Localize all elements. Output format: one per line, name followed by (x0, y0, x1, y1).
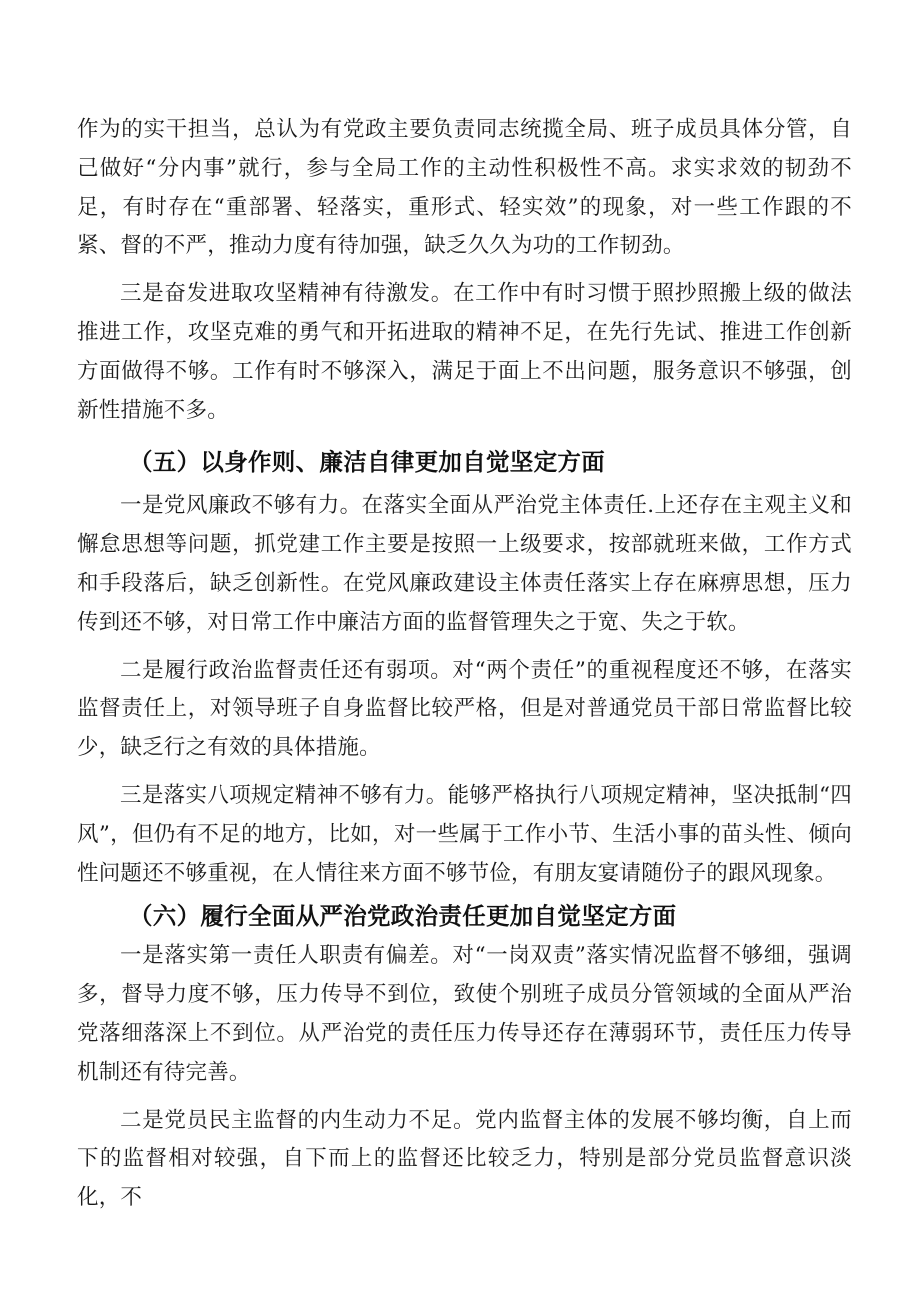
paragraph-6-1: 一是落实第一责任人职责有偏差。对“一岗双责”落实情况监督不够细，强调多，督导力度不够，压力传导不到位，致使个别班子成员分管领域的全面从严治党落细落深上不到位。从严治党的责任压力传导还存在薄弱环节，责任压力传导机制还有待完善。 (77, 943, 852, 1085)
section-heading-6: （六）履行全面从严治党政治责任更加自觉坚定方面 (129, 902, 677, 931)
paragraph-5-3: 三是落实八项规定精神不够有力。能够严格执行八项规定精神，坚决抵制“四风”，但仍有不足的地方，比如，对一些属于工作小节、生活小事的苗头性、倾向性问题还不够重视，在人情往来方面不够节俭，有朋友宴请随份子的跟风现象。 (77, 782, 852, 886)
paragraph-6-2: 二是党员民主监督的内生动力不足。党内监督主体的发展不够均衡，自上而下的监督相对较强，自下而上的监督还比较乏力，特别是部分党员监督意识淡化，不 (77, 1107, 852, 1211)
paragraph-continued: 作为的实干担当，总认为有党政主要负责同志统揽全局、班子成员具体分管，自己做好“分内事”就行，参与全局工作的主动性积极性不高。求实求效的韧劲不足，有时存在“重部署、轻落实，重形式、轻实效”的现象，对一些工作跟的不紧、督的不严，推动力度有待加强，缺乏久久为功的工作韧劲。 (77, 117, 852, 259)
document-page (77, 111, 852, 1218)
paragraph-5-2: 二是履行政治监督责任还有弱项。对“两个责任”的重视程度还不够，在落实监督责任上，对领导班子自身监督比较严格，但是对普通党员干部日常监督比较少，缺乏行之有效的具体措施。 (77, 657, 852, 761)
paragraph-4-3: 三是奋发进取攻坚精神有待激发。在工作中有时习惯于照抄照搬上级的做法推进工作，攻坚克难的勇气和开拓进取的精神不足，在先行先试、推进工作创新方面做得不够。工作有时不够深入，满足于面上不出问题，服务意识不够强，创新性措施不多。 (77, 281, 852, 423)
paragraph-5-1: 一是党风廉政不够有力。在落实全面从严治党主体责任.上还存在主观主义和懈怠思想等问题，抓党建工作主要是按照一上级要求，按部就班来做，工作方式和手段落后，缺乏创新性。在党风廉政建设主体责任落实上存在麻痹思想，压力传到还不够，对日常工作中廉洁方面的监督管理失之于宽、失之于软。 (77, 493, 852, 635)
section-heading-5: （五）以身作则、廉洁自律更加自觉坚定方面 (129, 448, 605, 477)
